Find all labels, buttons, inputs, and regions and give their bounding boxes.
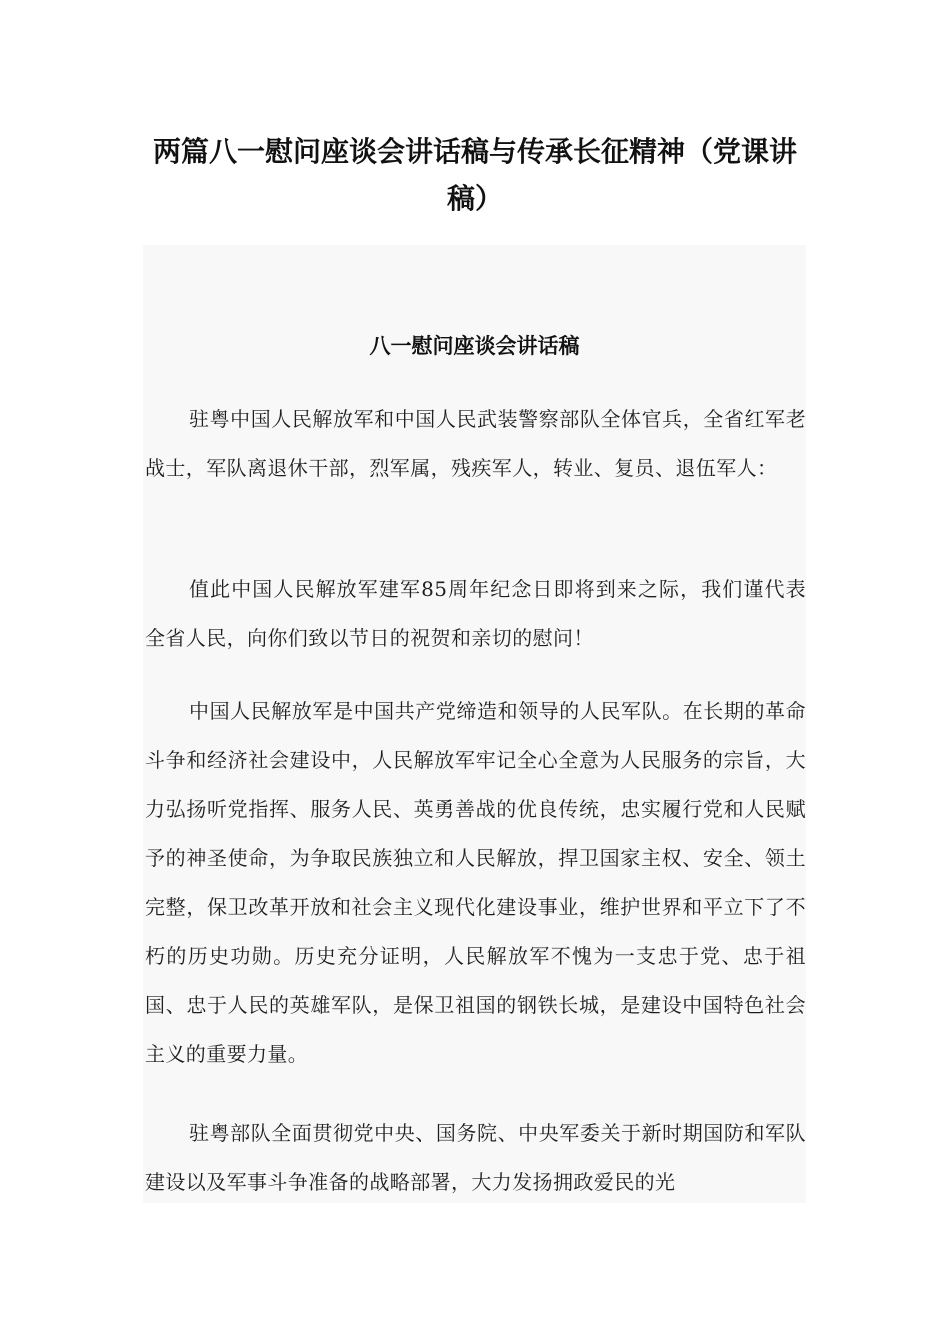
document-title: 两篇八一慰问座谈会讲话稿与传承长征精神（党课讲稿） (152, 135, 797, 215)
section-heading: 八一慰问座谈会讲话稿 (369, 334, 580, 358)
paragraph-salutation: 驻粤中国人民解放军和中国人民武装警察部队全体官兵，全省红军老战士，军队离退休干部，烈军属，残疾军人，转业、复员、退伍军人： (145, 407, 806, 480)
paragraph-guangdong-troops: 驻粤部队全面贯彻党中央、国务院、中央军委关于新时期国防和军队建设以及军事斗争准备的战略部署，大力发扬拥政爱民的光 (145, 1121, 806, 1194)
content-panel (143, 245, 806, 1203)
paragraph-greeting: 值此中国人民解放军建军85周年纪念日即将到来之际，我们谨代表全省人民，向你们致以节日的祝贺和亲切的慰问！ (145, 577, 806, 650)
paragraph-army-history: 中国人民解放军是中国共产党缔造和领导的人民军队。在长期的革命斗争和经济社会建设中，人民解放军牢记全心全意为人民服务的宗旨，大力弘扬听党指挥、服务人民、英勇善战的优良传统，忠实履行党和人民赋予的神圣使命，为争取民族独立和人民解放，捍卫国家主权、安全、领土完整，保卫改革开放和社会主义现代化建设事业，维护世界和平立下了不朽的历史功勋。历史充分证明，人民解放军不愧为一支忠于党、忠于祖国、忠于人民的英雄军队，是保卫祖国的钢铁长城，是建设中国特色社会主义的重要力量。 (145, 699, 806, 1066)
